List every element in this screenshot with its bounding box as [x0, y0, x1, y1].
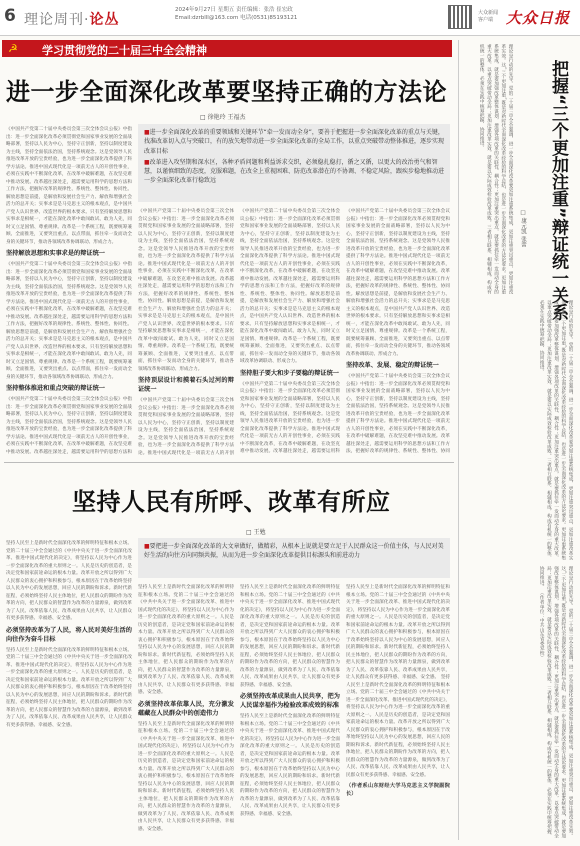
article1-column-4: 《中国共产党第二十届中央委员会第三次全体会议公报》中指出：进一步全面深化改革必须贯彻党和国家事业发展的全面战略部署，坚持以人民为中心，坚持守正创新，坚持以制度建设为主线，坚持全面依法治国，坚持系统观念。这是党领导人民推进改革开放的宝贵经验，也为进一步全面深化改革提供了科学方法论。推进中国式现代化是一项前无古人的开创性事业，必须在实践中不断深化改革，在改革中破解难题，在攻坚克难中推动发展。改革越往深处走，越需要运用科学的思想方法和工作方法，把握好改革的规律性、系统性、整体性、协同性。解放思想是前提，是解放和发展社会生产力、解放和增强社会活力的总开关；实事求是是马克思主义的根本观点，是中国共产党人认识世界、改造世界的根本要求。只有坚持解放思想和实事求是相统一，才能在深化改革中敢闯敢试、敢为人先，同时又立足国情、尊重规律。改革是一个系统工程，既要统筹兼顾、全面推进，又要突出重点、以点带面，抓住牵一发而动全身的关键环节，推动各领域改革协调联动、形成合力。 坚持改革、发展、稳定的辩证统一 《中国共产党第二十届中央委员会第三次全体会议公报》中指出：进一步全面深化改革必须贯彻党和国家事业发展的全面战略部署，坚持以人民为中心，坚持守正创新，坚持以制度建设为主线，坚持全面依法治国，坚持系统观念。这是党领导人民推进改革开放的宝贵经验，也为进一步全面深化改革提供了科学方法论。推进中国式现代化是一项前无古人的开创性事业，必须在实践中不断深化改革，在改革中破解难题，在攻坚克难中推动发展。改革越往深处走，越需要运用科学的思想方法和工作方法，把握好改革的规律性、系统性、整体性、协同 [346, 209, 450, 454]
article2-column-3: 坚持人民至上是新时代全面深化改革的鲜明特征和根本立场。党的二十届三中全会通过的《中共中央关于进一步全面深化改革、推进中国式现代化的决定》，将坚持以人民为中心作为进一步全面深化改革的重大原则之一。人民是历史的创造者，是决定党和国家前途命运的根本力量。改革开放之所以得到广大人民群众的衷心拥护和积极参与，根本原因在于改革始终坚持以人民为中心的发展思想，回应人民的期盼和诉求。新时代新征程，必须始终坚持人民主体地位，把人民群众的期盼作为改革的方向，把人民群众的智慧作为改革的力量源泉，做到改革为了人民、改革依靠人民、改革成果由人民共享，让人民群众有更多获得感、幸福感、安全感。 必须坚持改革成果由人民共享，把为人民谋幸福作为检验改革成效的标准 坚持人民至上是新时代全面深化改革的鲜明特征和根本立场。党的二十届三中全会通过的《中共中央关于进一步全面深化改革、推进中国式现代化的决定》，将坚持以人民为中心作为进一步全面深化改革的重大原则之一。人民是历史的创造者，是决定党和国家前途命运的根本力量。改革开放之所以得到广大人民群众的衷心拥护和积极参与，根本原因在于改革始终坚持以人民为中心的发展思想，回应人民的期盼和诉求。新时代新征程，必须始终坚持人民主体地位，把人民群众的期盼作为改革的方向，把人民群众的智慧作为改革的力量源泉，做到改革为了人民、改革依靠人民、改革成果由人民共享，让人民群众有更多获得感、幸福感、安全感。 [240, 585, 340, 817]
sidebar-divider [458, 40, 459, 840]
sidebar-signature: （作者单位：中共山东省委党校） [539, 590, 545, 660]
sidebar-headline[interactable]: 把握“三个更加注重”辩证统一关系 [548, 60, 568, 321]
article1-subheading: 坚持胆子要大和步子要稳的辩证统一 [240, 369, 339, 377]
divider [4, 462, 454, 463]
article2-headline[interactable]: 坚持人民有所呼、改革有所应 [72, 488, 391, 516]
section-title: 理论周刊·论丛 [24, 12, 120, 28]
banner-text: 学习贯彻党的二十届三中全会精神 [42, 44, 207, 57]
article1-subheading: 坚持顶层设计和摸着石头过河的辩证统一 [138, 377, 234, 393]
article2-column-4: 坚持人民至上是新时代全面深化改革的鲜明特征和根本立场。党的二十届三中全会通过的《中共中央关于进一步全面深化改革、推进中国式现代化的决定》，将坚持以人民为中心作为进一步全面深化改革的重大原则之一。人民是历史的创造者，是决定党和国家前途命运的根本力量。改革开放之所以得到广大人民群众的衷心拥护和积极参与，根本原因在于改革始终坚持以人民为中心的发展思想，回应人民的期盼和诉求。新时代新征程，必须始终坚持人民主体地位，把人民群众的期盼作为改革的方向，把人民群众的智慧作为改革的力量源泉，做到改革为了人民、改革依靠人民、改革成果由人民共享，让人民群众有更多获得感、幸福感、安全感。 坚持人民至上是新时代全面深化改革的鲜明特征和根本立场。党的二十届三中全会通过的《中共中央关于进一步全面深化改革、推进中国式现代化的决定》，将坚持以人民为中心作为进一步全面深化改革的重大原则之一。人民是历史的创造者，是决定党和国家前途命运的根本力量。改革开放之所以得到广大人民群众的衷心拥护和积极参与，根本原因在于改革始终坚持以人民为中心的发展思想，回应人民的期盼和诉求。新时代新征程，必须始终坚持人民主体地位，把人民群众的期盼作为改革的方向，把人民群众的智慧作为改革的力量源泉，做到改革为了人民、改革依靠人民、改革成果由人民共享，让人民群众有更多获得感、幸福感、安全感。 （作者系山东财经大学马克思主义学院副院长） [346, 585, 450, 797]
article2-column-2: 坚持人民至上是新时代全面深化改革的鲜明特征和根本立场。党的二十届三中全会通过的《中共中央关于进一步全面深化改革、推进中国式现代化的决定》，将坚持以人民为中心作为进一步全面深化改革的重大原则之一。人民是历史的创造者，是决定党和国家前途命运的根本力量。改革开放之所以得到广大人民群众的衷心拥护和积极参与，根本原因在于改革始终坚持以人民为中心的发展思想，回应人民的期盼和诉求。新时代新征程，必须始终坚持人民主体地位，把人民群众的期盼作为改革的方向，把人民群众的智慧作为改革的力量源泉，做到改革为了人民、改革依靠人民、改革成果由人民共享，让人民群众有更多获得感、幸福感、安全感。 必须坚持改革依靠人民，充分激发蕴藏在人民群众中的创造伟力 坚持人民至上是新时代全面深化改革的鲜明特征和根本立场。党的二十届三中全会通过的《中共中央关于进一步全面深化改革、推进中国式现代化的决定》，将坚持以人民为中心作为进一步全面深化改革的重大原则之一。人民是历史的创造者，是决定党和国家前途命运的根本力量。改革开放之所以得到广大人民群众的衷心拥护和积极参与，根本原因在于改革始终坚持以人民为中心的发展思想，回应人民的期盼和诉求。新时代新征程，必须始终坚持人民主体地位，把人民群众的期盼作为改革的方向，把人民群众的智慧作为改革的力量源泉，做到改革为了人民、改革依靠人民、改革成果由人民共享，让人民群众有更多获得感、幸福感、安全感。 [138, 585, 234, 832]
article1-byline: □ 徐艳玲 王福杰 [200, 114, 246, 121]
article2-subheading: 必须坚持改革为了人民，将人民对美好生活的向往作为奋斗目标 [6, 626, 132, 643]
newspaper-logo: 大众日报 [506, 9, 571, 27]
qr-caption: 大众新闻 客户端 [478, 10, 499, 23]
page-header [0, 0, 580, 36]
sidebar-column-top-left: 理论是行动的先导。党的二十届三中全会强调，进一步全面深化改革要更加注重系统集成，更加注重突出重点，更加注重改革实效。这“三个更加注重”既是对新时代全面深化改革经验的科学总结，也是进一步全面深化改革的方法论要求。更加注重系统集成，就是要加强改革整体谋划，增强各项改革的关联性、耦合性；更加注重突出重点，就是要抓住牵一发而动全身的重大改革，以重点突破带动全局；更加注重改革实效，就是要以实际成效检验改革成败。三者相互联系、相辅相成，构成有机统一的整体，必须在实践中统筹把握、协同推进。 [479, 44, 513, 294]
article2-subheading: 必须坚持改革成果由人民共享，把为人民谋幸福作为检验改革成效的标准 [240, 693, 340, 709]
qr-code-icon[interactable] [448, 5, 472, 29]
email-line: Email:dzrblll@163.com 电话(0531)85193121 [175, 15, 298, 21]
article1-subheading: 坚持改革、发展、稳定的辩证统一 [346, 362, 439, 369]
date-line: 2024年9月27日 星期五 责任编辑：张浩 崔宏政 [175, 7, 293, 13]
party-emblem-icon: ☭ [8, 42, 18, 55]
article2-abstract: ■要把进一步全面深化改革的大文章做好，做精彩，从根本上说就是要立足于人民群众这一价值主体，与人民对美好生活的向往方向同频共振，从而为进一步全面深化改革提供目标源头和前进动力 [138, 538, 450, 578]
article2-column-1: 坚持人民至上是新时代全面深化改革的鲜明特征和根本立场。党的二十届三中全会通过的《中共中央关于进一步全面深化改革、推进中国式现代化的决定》，将坚持以人民为中心作为进一步全面深化改革的重大原则之一。人民是历史的创造者，是决定党和国家前途命运的根本力量。改革开放之所以得到广大人民群众的衷心拥护和积极参与，根本原因在于改革始终坚持以人民为中心的发展思想，回应人民的期盼和诉求。新时代新征程，必须始终坚持人民主体地位，把人民群众的期盼作为改革的方向，把人民群众的智慧作为改革的力量源泉，做到改革为了人民、改革依靠人民、改革成果由人民共享，让人民群众有更多获得感、幸福感、安全感。 必须坚持改革为了人民，将人民对美好生活的向往作为奋斗目标 坚持人民至上是新时代全面深化改革的鲜明特征和根本立场。党的二十届三中全会通过的《中共中央关于进一步全面深化改革、推进中国式现代化的决定》，将坚持以人民为中心作为进一步全面深化改革的重大原则之一。人民是历史的创造者，是决定党和国家前途命运的根本力量。改革开放之所以得到广大人民群众的衷心拥护和积极参与，根本原因在于改革始终坚持以人民为中心的发展思想，回应人民的期盼和诉求。新时代新征程，必须始终坚持人民主体地位，把人民群众的期盼作为改革的方向，把人民群众的智慧作为改革的力量源泉，做到改革为了人民、改革依靠人民、改革成果由人民共享，让人民群众有更多获得感、幸福感、安全感。 [6, 541, 132, 728]
article1-column-1: 《中国共产党第二十届中央委员会第三次全体会议公报》中指出：进一步全面深化改革必须贯彻党和国家事业发展的全面战略部署，坚持以人民为中心，坚持守正创新，坚持以制度建设为主线，坚持全面依法治国，坚持系统观念。这是党领导人民推进改革开放的宝贵经验，也为进一步全面深化改革提供了科学方法论。推进中国式现代化是一项前无古人的开创性事业，必须在实践中不断深化改革，在改革中破解难题，在攻坚克难中推动发展。改革越往深处走，越需要运用科学的思想方法和工作方法，把握好改革的规律性、系统性、整体性、协同性。解放思想是前提，是解放和发展社会生产力、解放和增强社会活力的总开关；实事求是是马克思主义的根本观点，是中国共产党人认识世界、改造世界的根本要求。只有坚持解放思想和实事求是相统一，才能在深化改革中敢闯敢试、敢为人先，同时又立足国情、尊重规律。改革是一个系统工程，既要统筹兼顾、全面推进，又要突出重点、以点带面，抓住牵一发而动全身的关键环节，推动各领域改革协调联动、形成合力。 坚持解放思想和实事求是的辩证统一 《中国共产党第二十届中央委员会第三次全体会议公报》中指出：进一步全面深化改革必须贯彻党和国家事业发展的全面战略部署，坚持以人民为中心，坚持守正创新，坚持以制度建设为主线，坚持全面依法治国，坚持系统观念。这是党领导人民推进改革开放的宝贵经验，也为进一步全面深化改革提供了科学方法论。推进中国式现代化是一项前无古人的开创性事业，必须在实践中不断深化改革，在改革中破解难题，在攻坚克难中推动发展。改革越往深处走，越需要运用科学的思想方法和工作方法，把握好改革的规律性、系统性、整体性、协同性。解放思想是前提，是解放和发展社会生产力、解放和增强社会活力的总开关；实事求是是马克思主义的根本观点，是中国共产党人认识世界、改造世界的根本要求。只有坚持解放思想和实事求是相统一，才能在深化改革中敢闯敢试、敢为人先，同时又立足国情、尊重规律。改革是一个系统工程，既要统筹兼顾、全面推进，又要突出重点、以点带面，抓住牵一发而动全身的关键环节，推动各领域改革协调联动、形成合力。 坚持整体推进和重点突破的辩证统一 《中国共产党第二十届中央委员会第三次全体会议公报》中指出：进一步全面深化改革必须贯彻党和国家事业发展的全面战略部署，坚持以人民为中心，坚持守正创新，坚持以制度建设为主线，坚持全面依法治国，坚持系统观念。这是党领导人民推进改革开放的宝贵经验，也为进一步全面深化改革提供了科学方法论。推进中国式现代化是一项前无古人的开创性事业，必须在实践中不断深化改革，在改革中破解难题，在攻坚克难中推动发展。改革越往深处走，越需要运用科学的思想方法和 [6, 127, 132, 454]
article1-headline[interactable]: 进一步全面深化改革要坚持正确的方法论 [6, 78, 447, 106]
page-number: 6 [4, 6, 16, 26]
article1-abstract: ■进一步全面深化改革的重要领域和关键环节“牵一发而动全身”，要善于把握进一步全面深化改革的重点与关键，找准改革切入点与突破口，有的放矢地带动进一步全面深化改革的全局工作，以重点突破带动整体推进，逐步实现改革目标 ■改革进入攻坚期和深水区，各种矛盾问题和利益诉求交织，必须稳扎稳打，循之又循，以更大的改治勇气和智慧，以谨慎细致的态度，克服难题，在改全上重视困难、防范改革潜在的不协调、不稳定风险，跟疾步稳地推动进一步全面深化改革行稳致远 [138, 124, 450, 202]
sidebar-column-middle: 理论是行动的先导。党的二十届三中全会强调，进一步全面深化改革要更加注重系统集成，更加注重突出重点，更加注重改革实效。这“三个更加注重”既是对新时代全面深化改革经验的科学总结，也是进一步全面深化改革的方法论要求。更加注重系统集成，就是要加强改革整体谋划，增强各项改革的关联性、耦合性；更加注重突出重点，就是要抓住牵一发而动全身的重大改革，以重点突破带动全局；更加注重改革实效，就是要以实际成效检验改革成败。三者相互联系、相辅相成，构成有机统一的整体，必须在实践中统筹把握、协同推进。 [539, 300, 573, 560]
article2-signature: （作者系山东财经大学马克思主义学院副院长） [346, 783, 450, 797]
article2-byline: □ 王勉 [246, 529, 266, 536]
article2-subheading: 必须坚持改革依靠人民，充分激发蕴藏在人民群众中的创造伟力 [138, 700, 234, 717]
header-meta [175, 6, 297, 22]
article1-subheading: 坚持整体推进和重点突破的辩证统一 [6, 385, 105, 392]
topic-banner [2, 40, 452, 57]
sidebar-byline: □ 康元凯 张蕾 [520, 210, 526, 247]
article1-subheading: 坚持解放思想和实事求是的辩证统一 [6, 250, 105, 257]
article1-column-3: 《中国共产党第二十届中央委员会第三次全体会议公报》中指出：进一步全面深化改革必须贯彻党和国家事业发展的全面战略部署，坚持以人民为中心，坚持守正创新，坚持以制度建设为主线，坚持全面依法治国，坚持系统观念。这是党领导人民推进改革开放的宝贵经验，也为进一步全面深化改革提供了科学方法论。推进中国式现代化是一项前无古人的开创性事业，必须在实践中不断深化改革，在改革中破解难题，在攻坚克难中推动发展。改革越往深处走，越需要运用科学的思想方法和工作方法，把握好改革的规律性、系统性、整体性、协同性。解放思想是前提，是解放和发展社会生产力、解放和增强社会活力的总开关；实事求是是马克思主义的根本观点，是中国共产党人认识世界、改造世界的根本要求。只有坚持解放思想和实事求是相统一，才能在深化改革中敢闯敢试、敢为人先，同时又立足国情、尊重规律。改革是一个系统工程，既要统筹兼顾、全面推进，又要突出重点、以点带面，抓住牵一发而动全身的关键环节，推动各领域改革协调联动、形成合力。 坚持胆子要大和步子要稳的辩证统一 《中国共产党第二十届中央委员会第三次全体会议公报》中指出：进一步全面深化改革必须贯彻党和国家事业发展的全面战略部署，坚持以人民为中心，坚持守正创新，坚持以制度建设为主线，坚持全面依法治国，坚持系统观念。这是党领导人民推进改革开放的宝贵经验，也为进一步全面深化改革提供了科学方法论。推进中国式现代化是一项前无古人的开创性事业，必须在实践中不断深化改革，在改革中破解难题，在攻坚克难中推动发展。改革越往深处走，越需要运用科 [240, 209, 340, 454]
sidebar-column-bottom: 理论是行动的先导。党的二十届三中全会强调，进一步全面深化改革要更加注重系统集成，更加注重突出重点，更加注重改革实效。这“三个更加注重”既是对新时代全面深化改革经验的科学总结，也是进一步全面深化改革的方法论要求。更加注重系统集成，就是要加强改革整体谋划，增强各项改革的关联性、耦合性；更加注重突出重点，就是要抓住牵一发而动全身的重大改革，以重点突破带动全局；更加注重改革实效，就是要以实际成效检验改革成败。三者相互联系、相辅相成，构成有机统一的整体，必须在实践中统筹把握、协同推进。 （作者单位：中共山东省委党校） [539, 566, 573, 838]
article1-column-2: 《中国共产党第二十届中央委员会第三次全体会议公报》中指出：进一步全面深化改革必须贯彻党和国家事业发展的全面战略部署，坚持以人民为中心，坚持守正创新，坚持以制度建设为主线，坚持全面依法治国，坚持系统观念。这是党领导人民推进改革开放的宝贵经验，也为进一步全面深化改革提供了科学方法论。推进中国式现代化是一项前无古人的开创性事业，必须在实践中不断深化改革，在改革中破解难题，在攻坚克难中推动发展。改革越往深处走，越需要运用科学的思想方法和工作方法，把握好改革的规律性、系统性、整体性、协同性。解放思想是前提，是解放和发展社会生产力、解放和增强社会活力的总开关；实事求是是马克思主义的根本观点，是中国共产党人认识世界、改造世界的根本要求。只有坚持解放思想和实事求是相统一，才能在深化改革中敢闯敢试、敢为人先，同时又立足国情、尊重规律。改革是一个系统工程，既要统筹兼顾、全面推进，又要突出重点、以点带面，抓住牵一发而动全身的关键环节，推动各领域改革协调联动、形成合力。 坚持顶层设计和摸着石头过河的辩证统一 《中国共产党第二十届中央委员会第三次全体会议公报》中指出：进一步全面深化改革必须贯彻党和国家事业发展的全面战略部署，坚持以人民为中心，坚持守正创新，坚持以制度建设为主线，坚持全面依法治国，坚持系统观念。这是党领导人民推进改革开放的宝贵经验，也为进一步全面深化改革提供了科学方法论。推进中国式现代化是一项前无古人的开创 [138, 209, 234, 456]
